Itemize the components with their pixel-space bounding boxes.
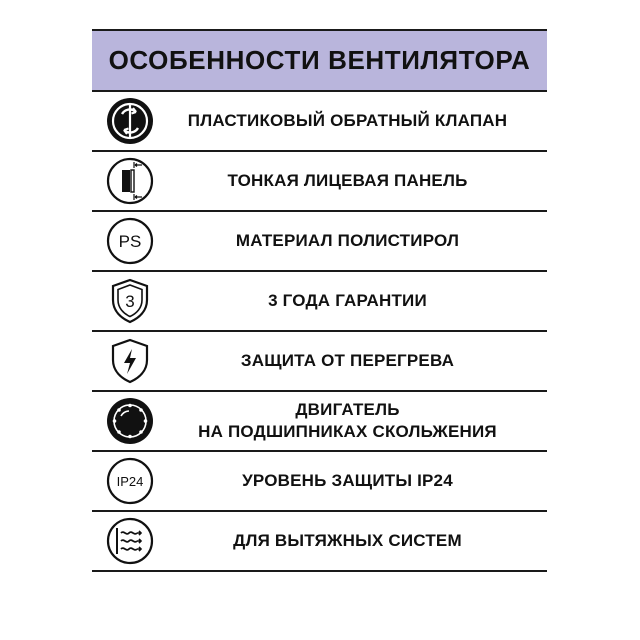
overheat-protection-icon xyxy=(104,335,156,387)
polystyrene-icon-text: PS xyxy=(118,232,142,251)
thin-panel-icon xyxy=(104,155,156,207)
features-title: ОСОБЕННОСТИ ВЕНТИЛЯТОРА xyxy=(108,45,531,75)
features-table xyxy=(92,29,547,572)
ip24-icon xyxy=(104,455,156,507)
exhaust-system-icon xyxy=(104,515,156,567)
feature-row-thin-panel xyxy=(92,152,547,212)
feature-label: УРОВЕНЬ ЗАЩИТЫ IP24 xyxy=(242,471,453,490)
feature-row-ip24 xyxy=(92,452,547,512)
check-valve-icon xyxy=(104,95,156,147)
feature-label: ДЛЯ ВЫТЯЖНЫХ СИСТЕМ xyxy=(233,531,462,550)
feature-label: МАТЕРИАЛ ПОЛИСТИРОЛ xyxy=(235,231,460,250)
ip24-icon-text: IP24 xyxy=(116,474,144,489)
feature-row-motor xyxy=(92,392,547,452)
feature-row-overheat xyxy=(92,332,547,392)
sleeve-bearing-motor-icon xyxy=(104,395,156,447)
feature-label: ТОНКАЯ ЛИЦЕВАЯ ПАНЕЛЬ xyxy=(227,171,468,190)
feature-label: ЗАЩИТА ОТ ПЕРЕГРЕВА xyxy=(240,351,455,370)
warranty-icon-text: 3 xyxy=(125,292,135,311)
features-header xyxy=(92,29,547,92)
feature-label: ДВИГАТЕЛЬ НА ПОДШИПНИКАХ СКОЛЬЖЕНИЯ xyxy=(198,400,497,441)
feature-row-polystyrene xyxy=(92,212,547,272)
polystyrene-icon xyxy=(104,215,156,267)
feature-row-check-valve xyxy=(92,92,547,152)
warranty-shield-icon xyxy=(104,275,156,327)
feature-row-exhaust xyxy=(92,512,547,572)
feature-label: 3 ГОДА ГАРАНТИИ xyxy=(268,291,427,310)
feature-row-warranty xyxy=(92,272,547,332)
feature-label: ПЛАСТИКОВЫЙ ОБРАТНЫЙ КЛАПАН xyxy=(187,111,508,130)
features-list xyxy=(92,92,547,572)
